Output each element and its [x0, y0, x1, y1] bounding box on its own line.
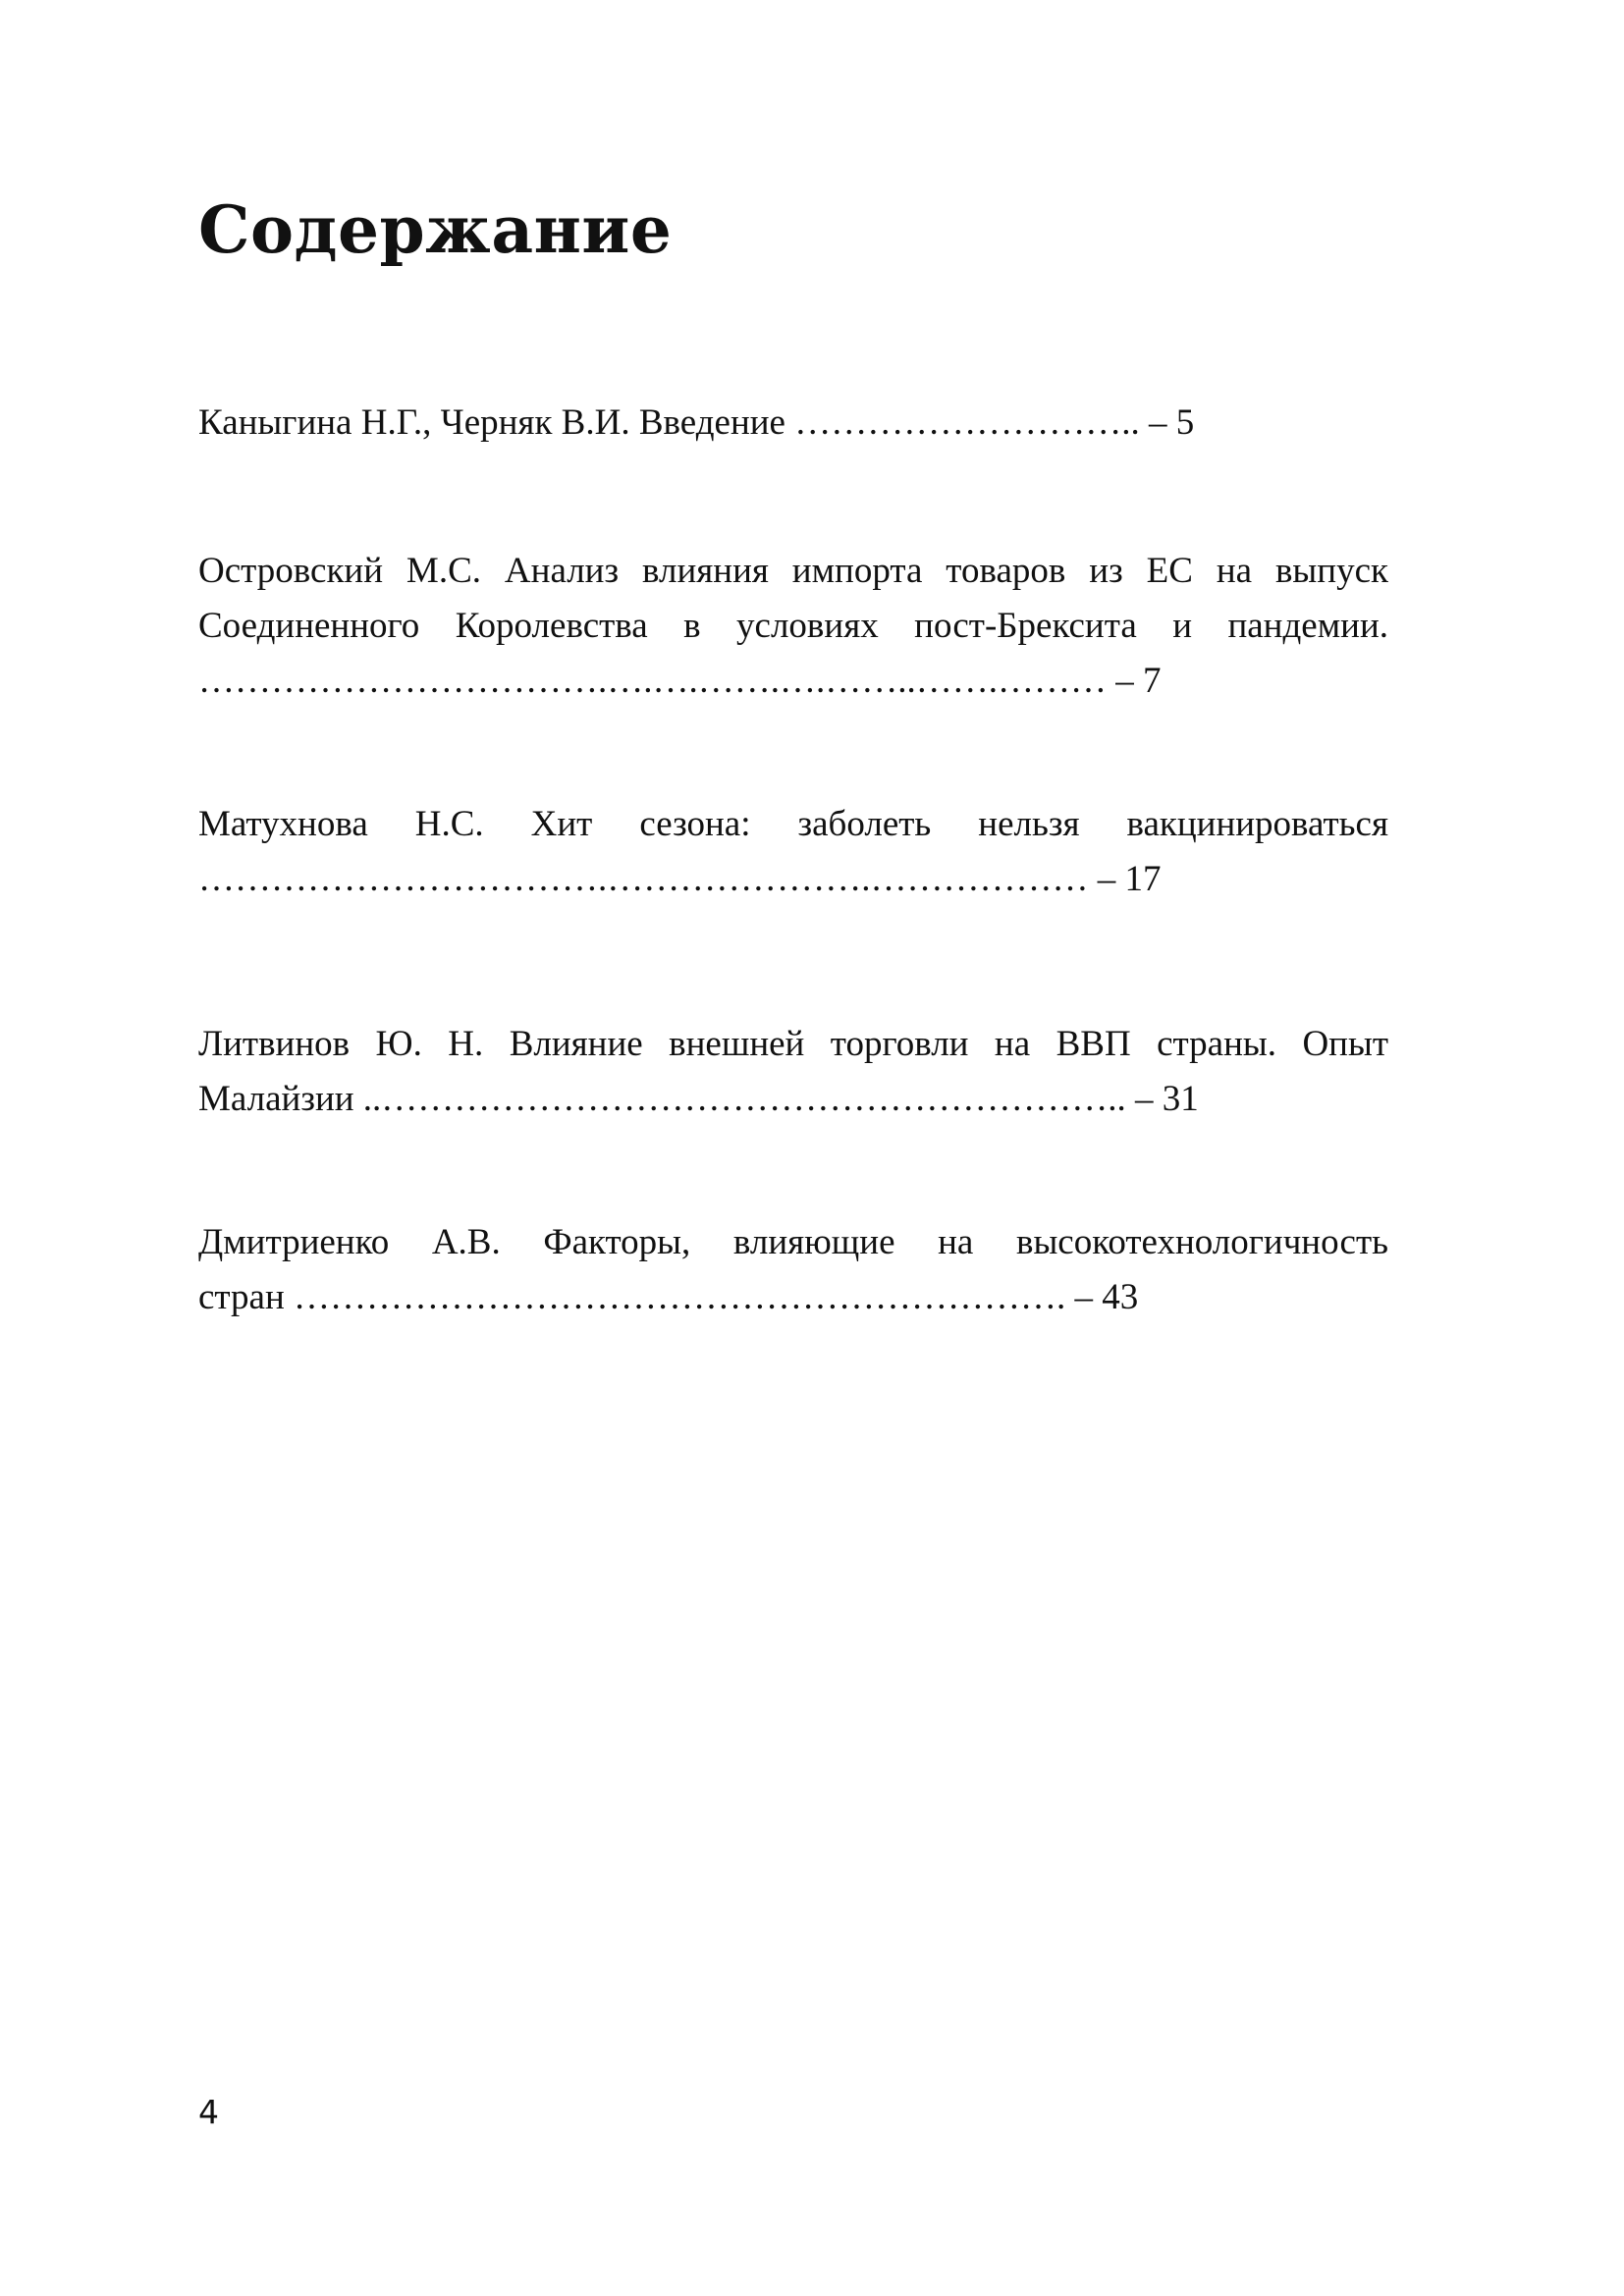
toc-line: Матухнова Н.С. Хит сезона: заболеть нельзя вакцинироваться	[198, 804, 1388, 844]
toc-entry-litvinov	[198, 1017, 1388, 1127]
toc-line: Соединенного Королевства в условиях пост-Брексита и пандемии.	[198, 606, 1388, 646]
toc-line: Литвинов Ю. Н. Влияние внешней торговли на ВВП страны. Опыт	[198, 1024, 1388, 1064]
toc-line: Островский М.С. Анализ влияния импорта товаров из ЕС на выпуск	[198, 551, 1388, 591]
toc-line: стран ………………………………………………………. – 43	[198, 1277, 1139, 1317]
toc-entry-matukhnova	[198, 797, 1388, 907]
toc-entry-ostrovsky	[198, 544, 1388, 709]
page-number: 4	[198, 2093, 219, 2131]
toc-line: …………………………….………………….……………… – 17	[198, 859, 1162, 899]
toc-line: Дмитриенко А.В. Факторы, влияющие на высокотехнологичность	[198, 1222, 1388, 1262]
toc-line: …………………………….….….…….….……..…….……… – 7	[198, 661, 1162, 701]
toc-entry-dmitrienko	[198, 1215, 1388, 1325]
page-title: Содержание	[198, 191, 673, 268]
toc-line: Малайзии ..…………………………………………………….. – 31	[198, 1079, 1199, 1119]
toc-entry-kanygina	[198, 396, 1388, 451]
toc-line: Каныгина Н.Г., Черняк В.И. Введение ……………………….. – 5	[198, 402, 1195, 443]
